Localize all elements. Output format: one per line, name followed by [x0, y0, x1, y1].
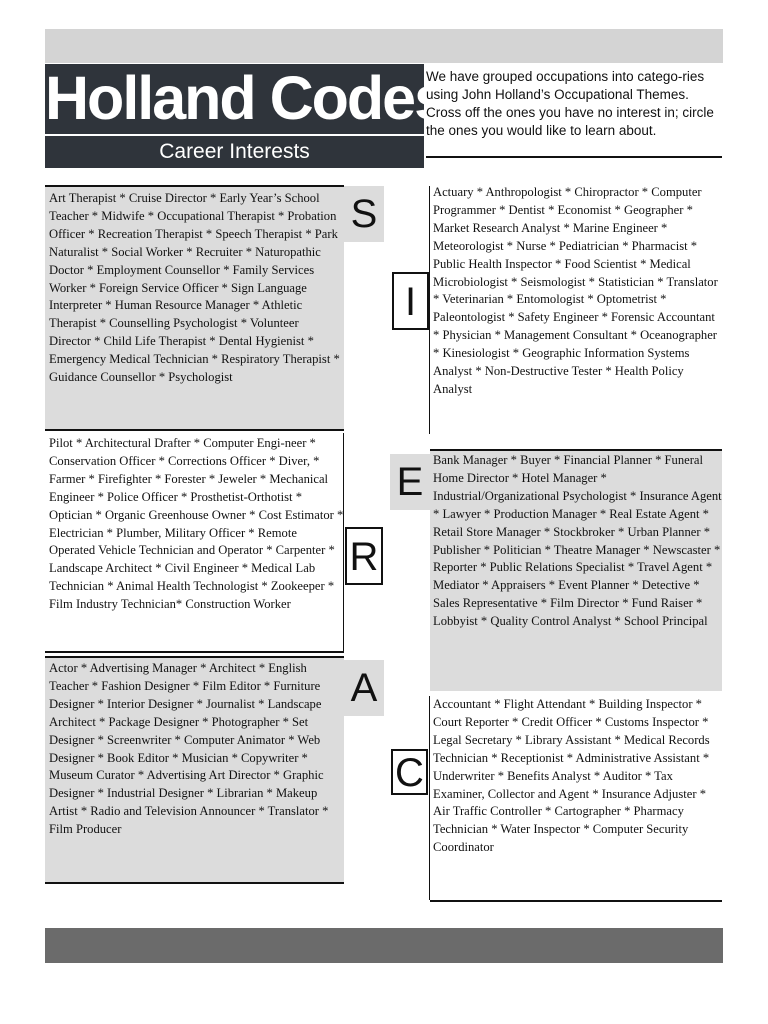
theme-c-left-rule	[429, 696, 430, 900]
theme-s-occupations: Art Therapist * Cruise Director * Early Year’s School Teacher * Midwife * Occupational Therapist * Probation Officer * Recreation Therapist * Speech Therapist * Park Naturalist * Social Worker * Recruiter * Naturopathic Doctor * Employment Counsellor * Family Services Worker * Foreign Service Officer * Sign Language Interpreter * Human Resource Manager * Athletic Therapist * Counselling Psychologist * Volunteer Director * Child Life Therapist * Dental Hygienist * Emergency Medical Technician * Respiratory Therapist * Guidance Counsellor * Psychologist	[49, 191, 340, 385]
theme-r-occupations: Pilot * Architectural Drafter * Computer Engi-neer * Conservation Officer * Corrections Officer * Diver, * Farmer * Firefighter * Forester * Jeweler * Mechanical Engineer * Police Officer * Prosthetist-Orthotist * Optician * Organic Greenhouse Owner * Cost Estimator * Electrician * Plumber, Military Officer * Remote Operated Vehicle Technician and Operator * Carpenter * Landscape Architect * Civil Engineer * Medical Lab Technician * Animal Health Technologist * Zookeeper * Film Industry Technician* Construction Worker	[49, 436, 344, 612]
theme-i-box	[430, 184, 722, 434]
top-banner-bar	[45, 29, 723, 63]
theme-r-box	[45, 433, 344, 651]
page-title: Holland Codes	[45, 64, 447, 132]
intro-divider	[426, 156, 722, 158]
theme-a-box	[45, 658, 344, 882]
page-subtitle: Career Interests	[159, 140, 310, 163]
theme-a-occupations: Actor * Advertising Manager * Architect * English Teacher * Fashion Designer * Film Editor * Furniture Designer * Interior Designer * Journalist * Landscape Architect * Package Designer * Photographer * Set Designer * Screenwriter * Computer Animator * Web Designer * Book Editor * Musician * Copywriter * Museum Curator * Advertising Art Director * Graphic Designer * Industrial Designer * Librarian * Makeup Artist * Radio and Television Announcer * Translator * Film Producer	[49, 661, 329, 837]
theme-e-occupations: Bank Manager * Buyer * Financial Planner * Funeral Home Director * Hotel Manager * Industrial/Organizational Psychologist * Insurance Agent * Lawyer * Production Manager * Real Estate Agent * Retail Store Manager * Stockbroker * Urban Planner * Publisher * Politician * Theatre Manager * Newscaster * Reporter * Public Relations Specialist * Travel Agent * Mediator * Appraisers * Event Planner * Detective * Sales Representative * Film Director * Fund Raiser * Lobbyist * Quality Control Analyst * School Principal	[433, 453, 722, 629]
theme-i-left-rule	[429, 186, 430, 434]
title-block	[45, 64, 447, 134]
theme-e-top-rule	[430, 449, 722, 451]
theme-r-right-rule	[343, 433, 344, 651]
theme-s-letter: S	[344, 186, 384, 242]
theme-c-occupations: Accountant * Flight Attendant * Building Inspector * Court Reporter * Credit Officer * Customs Inspector * Legal Secretary * Library Assistant * Medical Records Technician * Receptionist * Administrative Assistant * Underwriter * Benefits Analyst * Auditor * Tax Examiner, Collector and Agent * Insurance Adjuster * Air Traffic Controller * Cartographer * Pharmacy Technician * Water Inspector * Computer Security Coordinator	[433, 697, 710, 855]
theme-i-occupations: Actuary * Anthropologist * Chiropractor * Computer Programmer * Dentist * Economist * Geographer * Market Research Analyst * Marine Engineer * Meteorologist * Nurse * Pediatrician * Pharmacist * Public Health Inspector * Food Scientist * Medical Microbiologist * Seismologist * Statistician * Translator * Veterinarian * Entomologist * Optometrist * Paleontologist * Safety Engineer * Forensic Accountant * Physician * Management Consultant * Oceanographer * Kinesiologist * Geographic Information Systems Analyst * Non-Destructive Tester * Health Policy Analyst	[433, 185, 718, 396]
theme-i-letter: I	[392, 272, 429, 330]
bottom-banner-bar	[45, 928, 723, 963]
subtitle-block	[45, 136, 424, 168]
theme-r-bottom-rule	[45, 651, 344, 653]
theme-s-box	[45, 186, 344, 430]
intro-text: We have grouped occupations into catego-ries using John Holland’s Occupational Themes. Cross off the ones you have no interest in; circle the ones you would like to learn about.	[426, 69, 714, 138]
theme-a-top-rule	[45, 656, 344, 658]
theme-s-bottom-rule	[45, 429, 344, 431]
theme-e-letter: E	[390, 454, 430, 510]
theme-c-box	[430, 696, 722, 900]
theme-c-bottom-rule	[430, 900, 722, 902]
theme-c-letter: C	[391, 749, 428, 795]
theme-s-top-rule	[45, 185, 344, 187]
theme-a-letter: A	[344, 660, 384, 716]
theme-r-letter: R	[345, 527, 383, 585]
theme-a-bottom-rule	[45, 882, 344, 884]
theme-e-box	[430, 451, 722, 691]
